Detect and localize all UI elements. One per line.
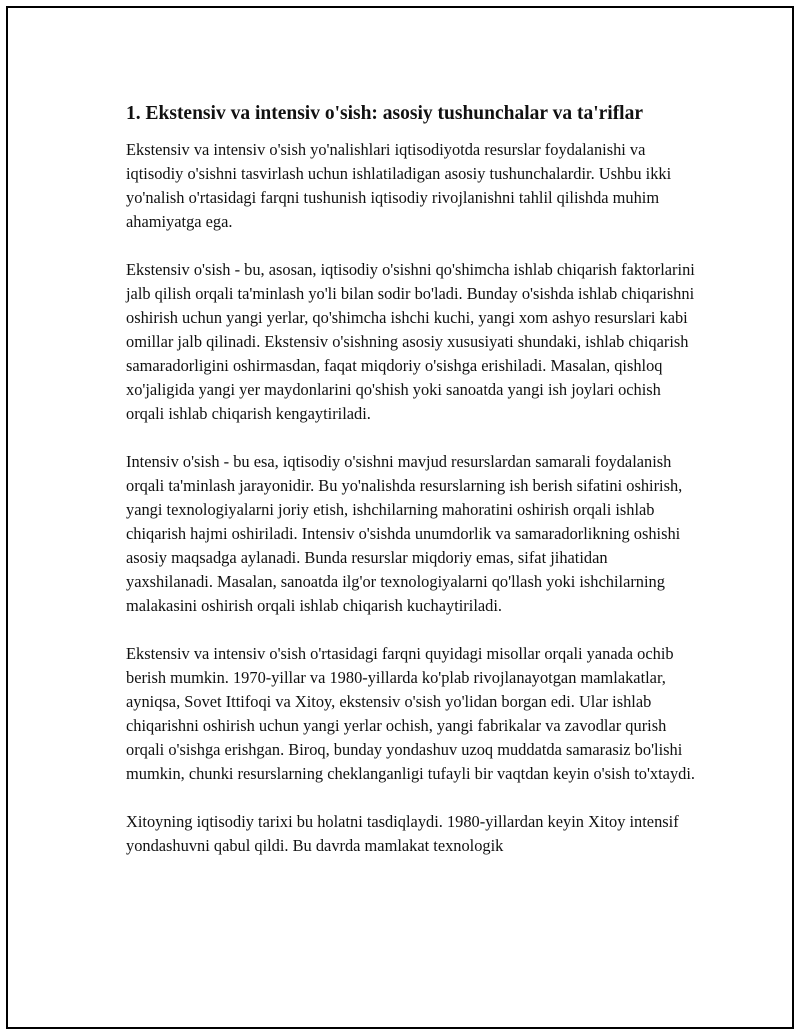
paragraph-china: Xitoyning iqtisodiy tarixi bu holatni tasdiqlaydi. 1980-yillardan keyin Xitoy intensif yondashuvni qabul qildi. Bu davrda mamlakat texnologik [126,812,679,855]
paragraph-intensive: Intensiv o'sish - bu esa, iqtisodiy o'sishni mavjud resurslardan samarali foydalanish orqali ta'minlash jarayonidir. Bu yo'nalishda resurslarning ish berish sifatini oshirish, yangi texnologiyalarni joriy etish, ishchilarning mahoratini oshirish orqali ishlab chiqarish hajmi oshiriladi. Intensiv o'sishda unumdorlik va samaradorlikning oshishi asosiy maqsadga aylanadi. Bunda resurslar miqdoriy emas, sifat jihatidan yaxshilanadi. Masalan, sanoatda ilg'or texnologiyalarni qo'llash yoki ishchilarning malakasini oshirish orqali ishlab chiqarish kuchaytiriladi. [126,452,683,615]
paragraph-extensive: Ekstensiv o'sish - bu, asosan, iqtisodiy o'sishni qo'shimcha ishlab chiqarish faktorlarini jalb qilish orqali ta'minlash yo'li bilan sodir bo'ladi. Bunday o'sishda ishlab chiqarishni oshirish uchun yangi yerlar, qo'shimcha ishchi kuchi, yangi xom ashyo resurslari kabi omillar jalb qilinadi. Ekstensiv o'sishning asosiy xususiyati shundaki, ishlab chiqarish samaradorligini oshirmasdan, faqat miqdoriy o'sishga erishiladi. Masalan, qishloq xo'jaligida yangi yer maydonlarini qo'shish yoki sanoatda yangi ish joylari ochish orqali ishlab chiqarish kengaytiriladi. [126,260,695,423]
document-body [118,102,698,858]
paragraph-comparison: Ekstensiv va intensiv o'sish o'rtasidagi farqni quyidagi misollar orqali yanada ochib berish mumkin. 1970-yillar va 1980-yillarda ko'plab rivojlanayotgan mamlakatlar, ayniqsa, Sovet Ittifoqi va Xitoy, ekstensiv o'sish yo'lidan borgan edi. Ular ishlab chiqarishni oshirish uchun yangi yerlar ochish, yangi fabrikalar va zavodlar qurish orqali o'sishga erishgan. Biroq, bunday yondashuv uzoq muddatda samarasiz bo'lishi mumkin, chunki resurslarning cheklanganligi tufayli bir vaqtdan keyin o'sish to'xtaydi. [126,644,695,783]
paragraph-intro: Ekstensiv va intensiv o'sish yo'nalishlari iqtisodiyotda resurslar foydalanishi va iqtisodiy o'sishni tasvirlash uchun ishlatiladigan asosiy tushunchalardir. Ushbu ikki yo'nalish o'rtasidagi farqni tushunish iqtisodiy rivojlanishni tahlil qilishda muhim ahamiyatga ega. [126,140,672,231]
page-frame [6,6,794,1029]
section-heading: 1. Ekstensiv va intensiv o'sish: asosiy tushunchalar va ta'riflar [126,103,644,124]
